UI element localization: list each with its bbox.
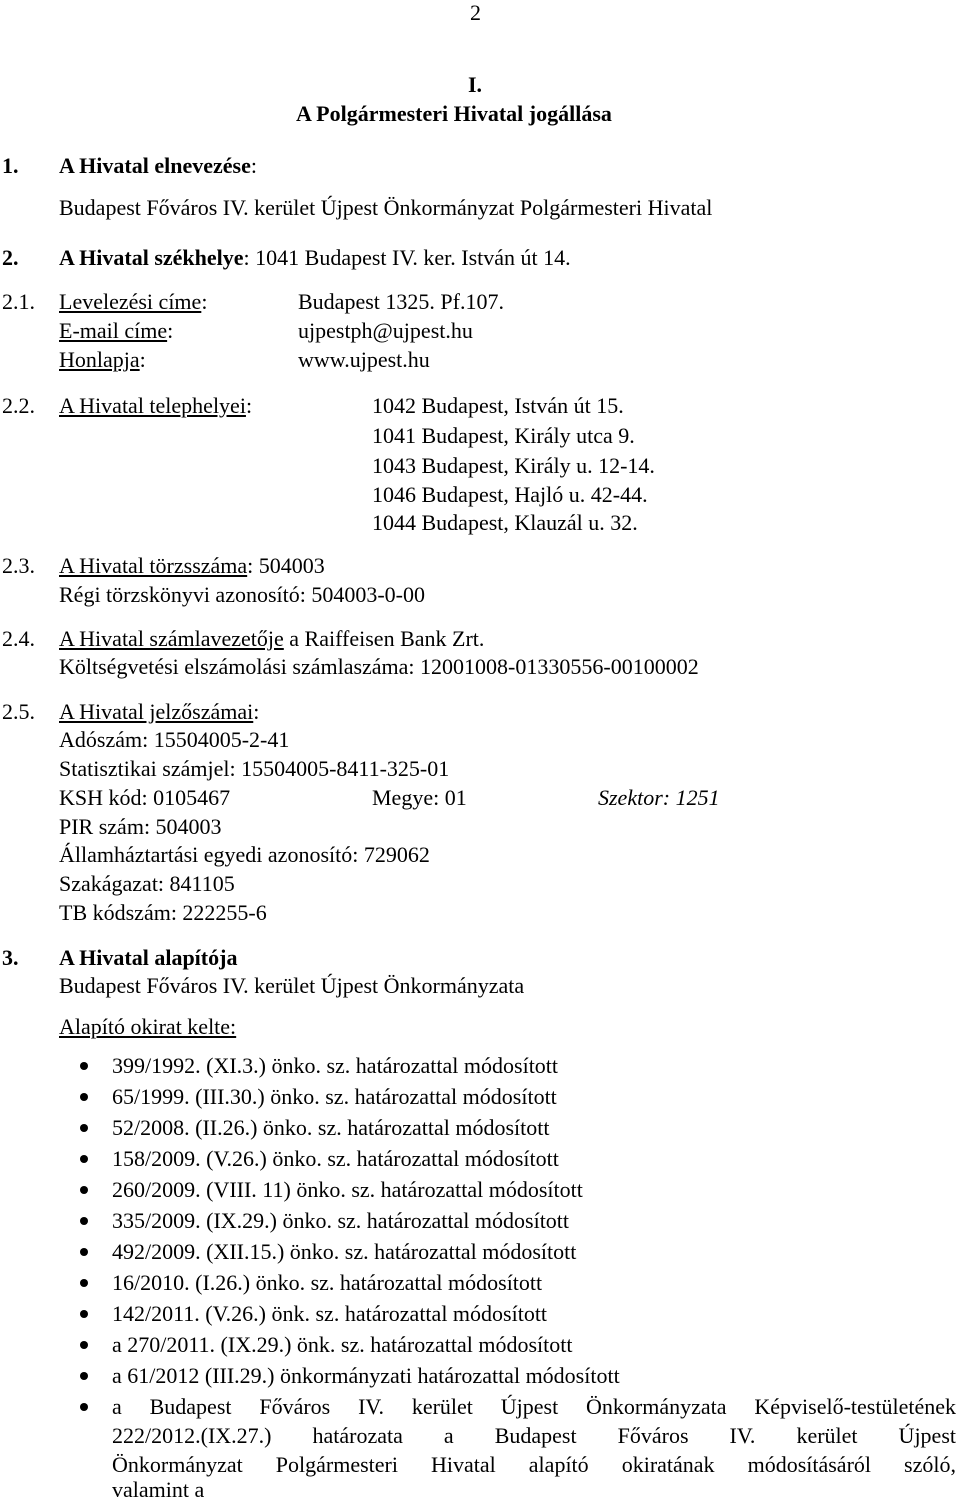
bullet-icon	[80, 1155, 88, 1163]
chapter-title: A Polgármesteri Hivatal jogállása	[296, 101, 612, 126]
list-item-line: valamint a	[112, 1477, 205, 1502]
section-3-number: 3.	[2, 945, 19, 970]
seat-line: A Hivatal székhelye: 1041 Budapest IV. ker. István út 14.	[59, 245, 571, 270]
account-number: Költségvetési elszámolási számlaszáma: 12001008-01330556-00100002	[59, 654, 699, 679]
section-1-number: 1.	[2, 153, 19, 178]
section-1-heading: A Hivatal elnevezése:	[59, 153, 257, 178]
list-item-line: a Budapest Főváros IV. kerület Újpest Önkormányzata Képviselő-testületének	[112, 1394, 956, 1419]
site-address: 1044 Budapest, Klauzál u. 32.	[372, 510, 638, 535]
site-address: 1042 Budapest, István út 15.	[372, 393, 624, 418]
sites-label: A Hivatal telephelyei:	[59, 393, 253, 418]
mail-value: Budapest 1325. Pf.107.	[298, 289, 504, 314]
site-address: 1046 Budapest, Hajló u. 42-44.	[372, 482, 648, 507]
list-item: 260/2009. (VIII. 11) önko. sz. határozattal módosított	[112, 1177, 583, 1202]
list-item: a 270/2011. (IX.29.) önk. sz. határozattal módosított	[112, 1332, 573, 1357]
homepage-value: www.ujpest.hu	[298, 347, 430, 372]
page-number: 2	[470, 0, 481, 25]
founder-name: Budapest Főváros IV. kerület Újpest Önkormányzata	[59, 973, 525, 998]
founder-heading: A Hivatal alapítója	[59, 945, 238, 970]
site-address: 1043 Budapest, Király u. 12-14.	[372, 453, 655, 478]
section-2-1-number: 2.1.	[2, 289, 35, 314]
list-item: 335/2009. (IX.29.) önko. sz. határozattal módosított	[112, 1208, 570, 1233]
section-2-2-number: 2.2.	[2, 393, 35, 418]
section-2-3-number: 2.3.	[2, 553, 35, 578]
list-item: 52/2008. (II.26.) önko. sz. határozattal módosított	[112, 1115, 550, 1140]
list-item: 492/2009. (XII.15.) önko. sz. határozattal módosított	[112, 1239, 577, 1264]
mail-label: Levelezési címe:	[59, 289, 208, 314]
email-label: E-mail címe:	[59, 318, 174, 343]
bullet-icon	[80, 1341, 88, 1349]
bullet-icon	[80, 1403, 88, 1411]
homepage-label: Honlapja:	[59, 347, 146, 372]
bullet-icon	[80, 1062, 88, 1070]
county-code: Megye: 01	[372, 785, 467, 810]
sector-code: Szektor: 1251	[598, 785, 720, 810]
bank-line: A Hivatal számlavezetője a Raiffeisen Bank Zrt.	[59, 626, 485, 651]
section-2-number: 2.	[2, 245, 19, 270]
tax-number: Adószám: 15504005-2-41	[59, 727, 290, 752]
tb-code: TB kódszám: 222255-6	[59, 900, 267, 925]
bullet-icon	[80, 1186, 88, 1194]
bullet-icon	[80, 1093, 88, 1101]
public-finance-id: Államháztartási egyedi azonosító: 729062	[59, 842, 430, 867]
old-registry-id: Régi törzskönyvi azonosító: 504003-0-00	[59, 582, 426, 607]
section-2-5-number: 2.5.	[2, 699, 35, 724]
list-item-line: Önkormányzat Polgármesteri Hivatal alapító okiratának módosításáról szóló,	[112, 1452, 956, 1477]
list-item: a 61/2012 (III.29.) önkormányzati határozattal módosított	[112, 1363, 620, 1388]
ksh-code: KSH kód: 0105467	[59, 785, 231, 810]
list-item: 65/1999. (III.30.) önko. sz. határozattal módosított	[112, 1084, 557, 1109]
site-address: 1041 Budapest, Király utca 9.	[372, 423, 635, 448]
list-item-line: 222/2012.(IX.27.) határozata a Budapest Főváros IV. kerület Újpest	[112, 1423, 956, 1448]
statistical-code: Statisztikai számjel: 15504005-8411-325-01	[59, 756, 450, 781]
list-item: 158/2009. (V.26.) önko. sz. határozattal módosított	[112, 1146, 559, 1171]
chapter-number: I.	[468, 72, 483, 97]
bullet-icon	[80, 1310, 88, 1318]
branch-code: Szakágazat: 841105	[59, 871, 235, 896]
list-item: 16/2010. (I.26.) önko. sz. határozattal módosított	[112, 1270, 543, 1295]
identifiers-label: A Hivatal jelzőszámai:	[59, 699, 260, 724]
bullet-icon	[80, 1124, 88, 1132]
section-2-4-number: 2.4.	[2, 626, 35, 651]
office-name: Budapest Főváros IV. kerület Újpest Önkormányzat Polgármesteri Hivatal	[59, 195, 713, 220]
bullet-icon	[80, 1217, 88, 1225]
list-item: 399/1992. (XI.3.) önko. sz. határozattal módosított	[112, 1053, 559, 1078]
bullet-icon	[80, 1279, 88, 1287]
bullet-icon	[80, 1248, 88, 1256]
email-value: ujpestph@ujpest.hu	[298, 318, 473, 343]
registry-number-line: A Hivatal törzsszáma: 504003	[59, 553, 325, 578]
bullet-icon	[80, 1372, 88, 1380]
pir-number: PIR szám: 504003	[59, 814, 222, 839]
charter-date-label: Alapító okirat kelte:	[59, 1014, 237, 1039]
list-item: 142/2011. (V.26.) önk. sz. határozattal módosított	[112, 1301, 548, 1326]
